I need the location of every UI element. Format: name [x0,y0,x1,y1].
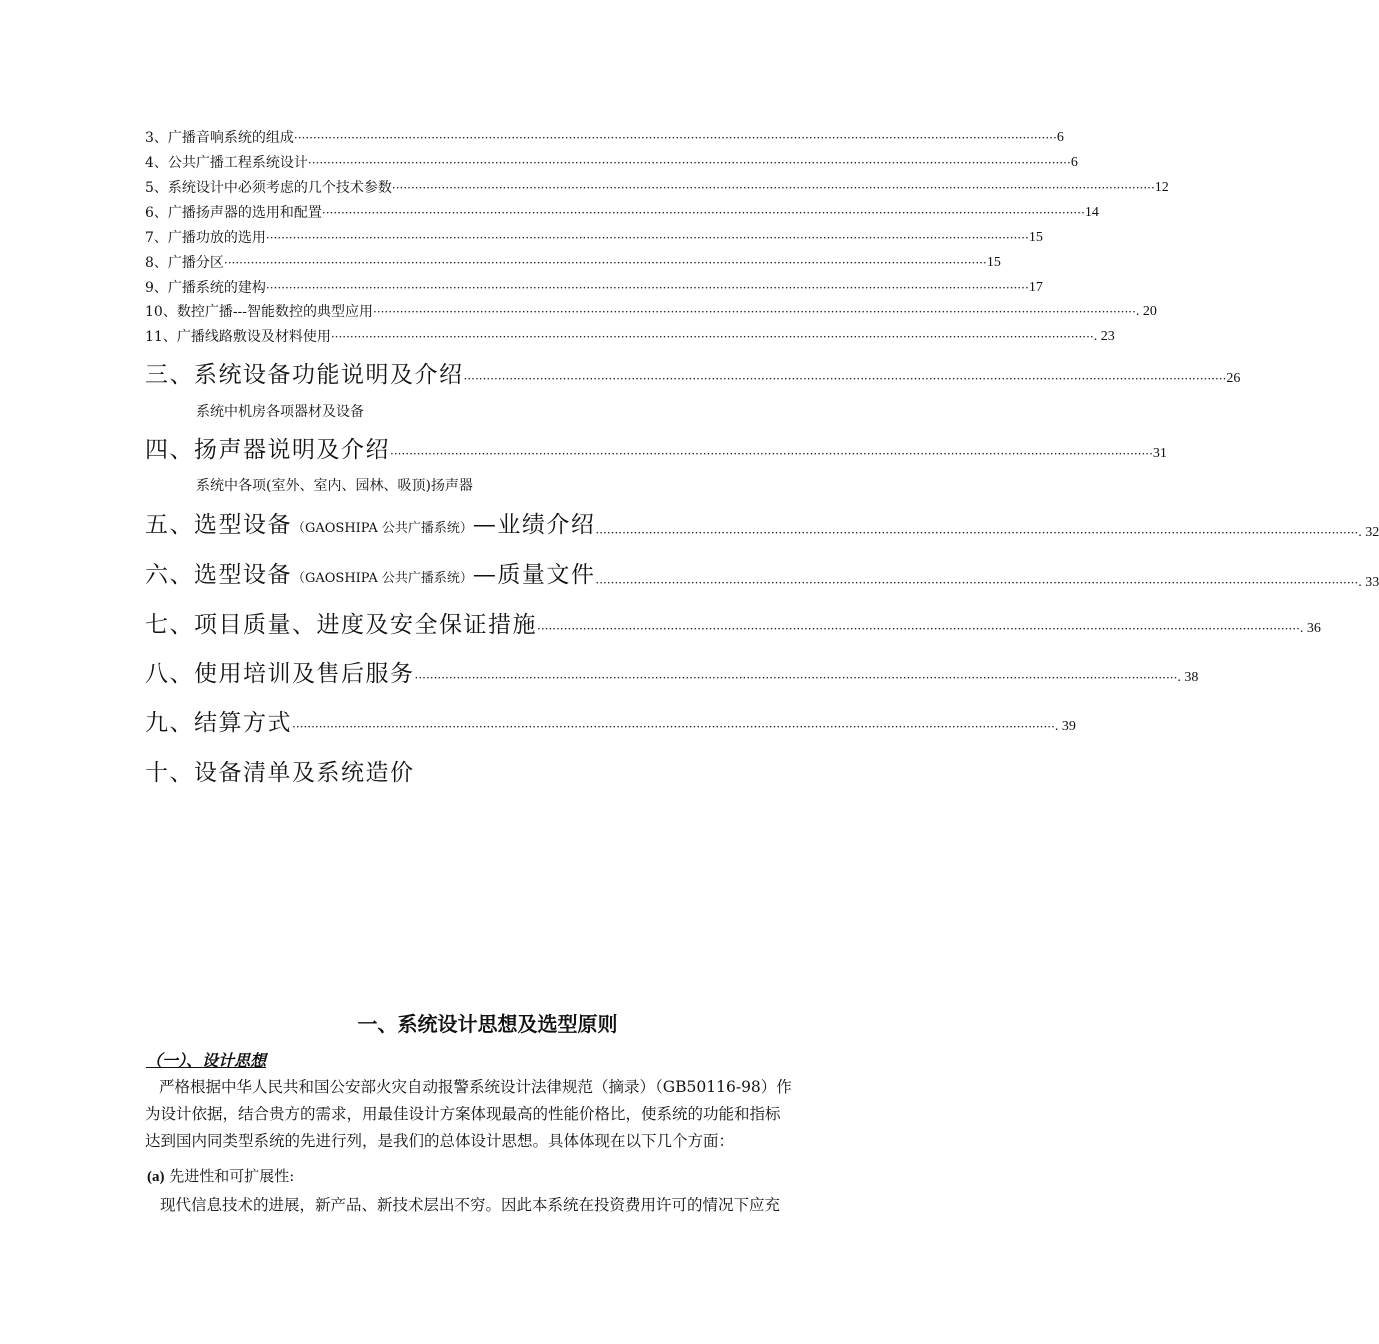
toc-chapter-title: 十、设备清单及系统造价 [145,760,415,786]
paragraph-line: 达到国内同类型系统的先进行列，是我们的总体设计思想。具体体现在以下几个方面： [145,1132,735,1150]
toc-chapter-page: 26 [1226,371,1241,386]
toc-chapter[interactable] [145,659,1199,689]
toc-leader-dots: ········································································································································································································ [463,372,1227,386]
toc-entry-page: 12 [1154,180,1169,195]
toc-leader-dots: ········································································································································································································ [265,231,1029,245]
toc-leader-dots: ········································································································································································································ [223,256,987,270]
toc-entry-page: 14 [1084,205,1099,220]
toc-entry-title: 9、广播系统的建构 [145,280,266,296]
toc-entry[interactable] [145,129,1064,147]
toc-leader-dots: ········································································································································································································ [330,330,1094,344]
list-item-text: 先进性和可扩展性: [169,1167,295,1185]
toc-chapter[interactable] [145,758,545,788]
toc-chapter-title: 七、项目质量、进度及安全保证措施 [145,612,537,638]
toc-leader-dots: ········································································································································································································ [595,576,1359,590]
toc-chapter[interactable] [145,610,1321,640]
toc-entry[interactable] [145,204,1099,222]
section-heading: 一、系统设计思想及选型原则 [357,1012,618,1036]
toc-entry[interactable] [145,328,1115,346]
toc-entry[interactable] [145,179,1169,197]
toc-chapter[interactable] [145,708,1076,738]
toc-leader-dots: ········································································································································································································ [293,131,1057,145]
toc-entry-page: . 23 [1093,329,1115,344]
toc-leader-dots: ········································································································································································································ [391,181,1155,195]
toc-entry-title: 4、公共广播工程系统设计 [145,155,308,171]
toc-chapter[interactable] [145,560,1379,594]
toc-entry-page: 17 [1028,280,1043,295]
toc-entry-title: 6、广播扬声器的选用和配置 [145,205,322,221]
toc-chapter-title: 九、结算方式 [145,710,292,736]
toc-chapter[interactable] [145,360,1241,390]
paragraph-line: 为设计依据，结合贵方的需求，用最佳设计方案体现最高的性能价格比，使系统的功能和指标 [145,1105,781,1123]
list-item-marker: (a) [147,1169,165,1185]
toc-leader-dots: ········································································································································································································ [595,526,1359,540]
body-paragraph: 现代信息技术的进展，新产品、新技术层出不穷。因此本系统在投资费用许可的情况下应充 [160,1196,781,1214]
toc-chapter-title: 三、系统设备功能说明及介绍 [145,362,464,388]
toc-chapter-note: （GAOSHIPA 公共广播系统） [292,571,473,586]
toc-entry[interactable] [145,229,1043,247]
toc-entry-title: 5、系统设计中必须考虑的几个技术参数 [145,180,392,196]
toc-entry-page: 15 [986,255,1001,270]
list-item [147,1165,294,1186]
toc-entry[interactable] [145,154,1078,172]
toc-leader-dots: ········································································································································································································ [307,156,1071,170]
toc-chapter-page: . 39 [1054,719,1076,734]
toc-chapter-page: . 36 [1299,621,1321,636]
toc-leader-dots: ········································································································································································································ [321,206,1085,220]
toc-chapter-note: 系统中各项(室外、室内、园林、吸顶)扬声器 [196,478,473,494]
toc-entry[interactable] [145,279,1043,297]
toc-entry-page: . 20 [1135,304,1157,319]
toc-chapter-title: 五、选型设备（GAOSHIPA 公共广播系统）—业绩介绍 [145,512,596,538]
toc-chapter[interactable] [145,435,1167,465]
toc-entry-title: 8、广播分区 [145,255,224,271]
toc-leader-dots: ········································································································································································································ [292,720,1055,734]
toc-chapter-title: 四、扬声器说明及介绍 [145,437,390,463]
toc-leader-dots: ········································································································································································································ [265,281,1029,295]
paragraph-line: 严格根据中华人民共和国公安部火灾自动报警系统设计法律规范（摘录）（GB50116-98）作 [159,1078,792,1096]
toc-chapter-title: 六、选型设备（GAOSHIPA 公共广播系统）—质量文件 [145,562,596,588]
toc-entry-title: 7、广播功放的选用 [145,230,266,246]
body-paragraph [145,1074,833,1155]
toc-leader-dots: ········································································································································································································ [537,622,1300,636]
toc-leader-dots: ········································································································································································································ [390,447,1153,461]
toc-chapter-page: 31 [1152,446,1167,461]
toc-entry-title: 3、广播音响系统的组成 [145,130,294,146]
toc-chapter-page: . 38 [1177,670,1199,685]
toc-chapter[interactable] [145,510,1379,544]
toc-entry-title: 11、广播线路敷设及材料使用 [145,329,331,345]
toc-chapter-note: 系统中机房各项器材及设备 [196,404,364,420]
toc-chapter-page: . 32 [1358,525,1379,540]
toc-entry-title: 10、数控广播---智能数控的典型应用 [145,304,374,320]
toc-entry-page: 15 [1028,230,1043,245]
toc-entry[interactable] [145,254,1001,272]
toc-entry-page: 6 [1056,130,1064,145]
subsection-heading: （一）、设计思想 [146,1051,267,1070]
toc-chapter-title: 八、使用培训及售后服务 [145,661,415,687]
toc-entry-page: 6 [1070,155,1078,170]
toc-leader-dots: ········································································································································································································ [414,671,1178,685]
toc-entry[interactable] [145,303,1157,321]
toc-chapter-page: . 33 [1358,575,1379,590]
toc-leader-dots: ········································································································································································································ [373,305,1136,319]
toc-chapter-note: （GAOSHIPA 公共广播系统） [292,521,473,536]
